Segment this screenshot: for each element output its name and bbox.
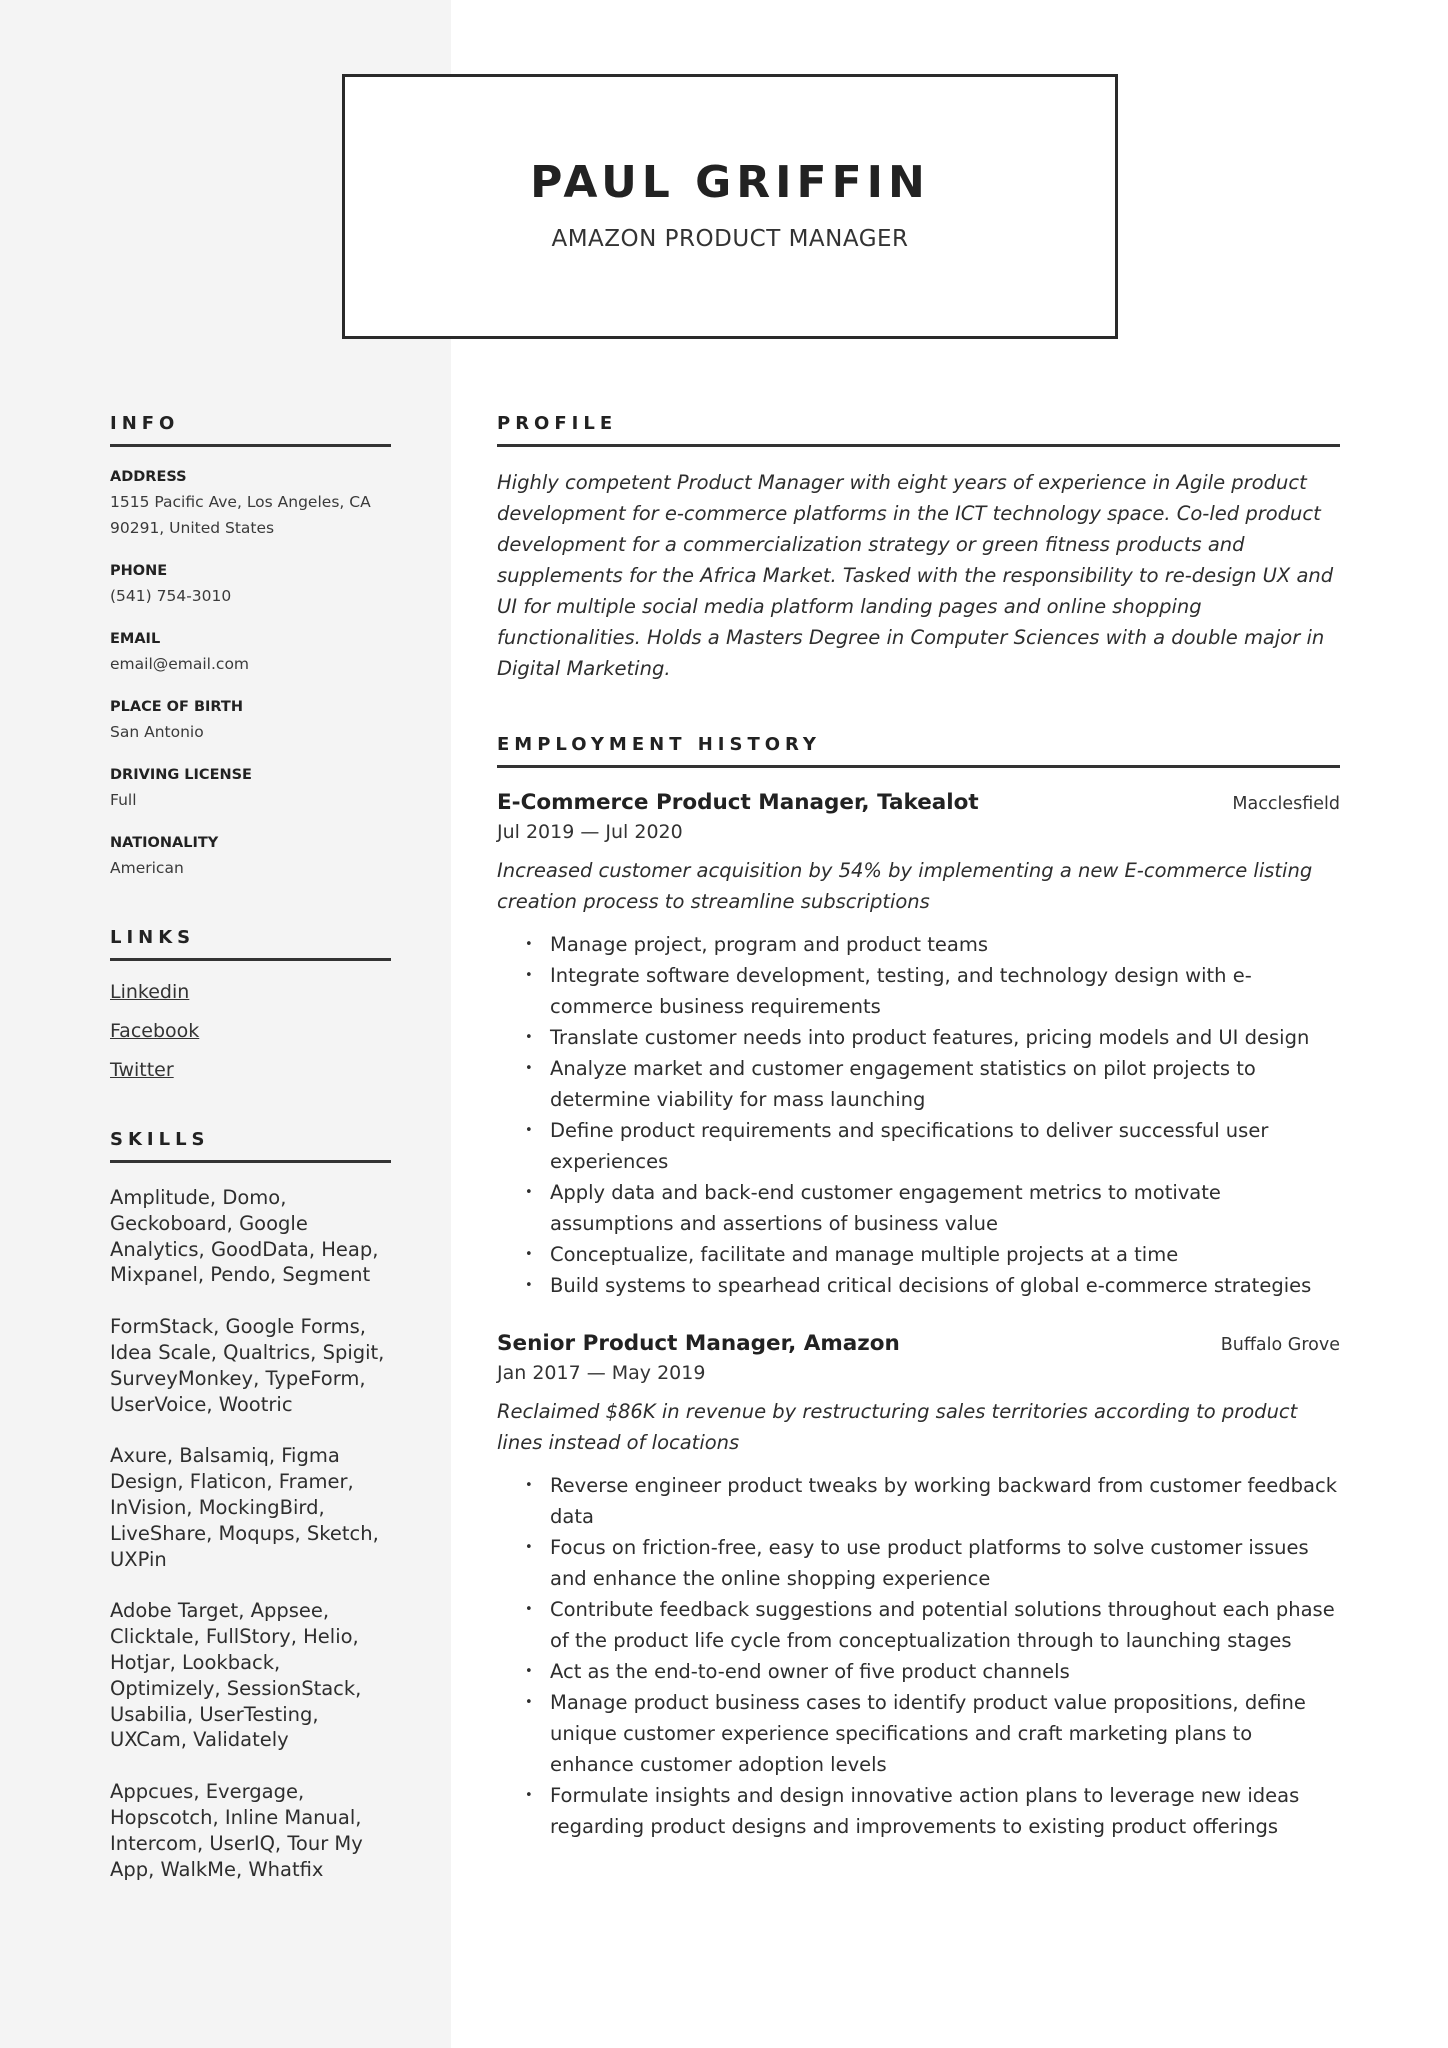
candidate-name: PAUL GRIFFIN xyxy=(530,157,930,208)
info-label: EMAIL xyxy=(110,631,161,647)
job-title: E-Commerce Product Manager, Takealot xyxy=(497,790,979,815)
bullet-item: • Manage project, program and product teams xyxy=(550,929,1340,960)
job-dates: Jan 2017 — May 2019 xyxy=(497,1362,706,1384)
job-dates: Jul 2019 — Jul 2020 xyxy=(497,821,683,843)
bullet-item: • Translate customer needs into product features, pricing models and UI design xyxy=(550,1022,1340,1053)
bullet-item: • Manage product business cases to identify product value propositions, define unique customer experience specifications and craft marketing plans to enhance customer adoption levels xyxy=(550,1687,1340,1780)
info-value: American xyxy=(110,859,184,877)
info-heading: INFO xyxy=(110,413,391,447)
employment-heading: EMPLOYMENT HISTORY xyxy=(497,734,1340,768)
bullet-item: • Reverse engineer product tweaks by working backward from customer feedback data xyxy=(550,1470,1340,1532)
bullet-item: • Apply data and back-end customer engagement metrics to motivate assumptions and assertions of business value xyxy=(550,1177,1340,1239)
link-linkedin[interactable]: Linkedin xyxy=(110,981,190,1003)
info-label: NATIONALITY xyxy=(110,835,219,851)
job-location: Buffalo Grove xyxy=(1220,1335,1340,1355)
links-list xyxy=(110,981,391,1081)
link-twitter[interactable]: Twitter xyxy=(110,1059,174,1081)
bullet-item: • Act as the end-to-end owner of five product channels xyxy=(550,1656,1340,1687)
skill-group: Appcues, Evergage, Hopscotch, Inline Manual, Intercom, UserIQ, Tour My App, WalkMe, Whatfix xyxy=(110,1780,363,1881)
skill-group: Amplitude, Domo, Geckoboard, Google Analytics, GoodData, Heap, Mixpanel, Pendo, Segment xyxy=(110,1186,379,1287)
bullet-item: • Conceptualize, facilitate and manage multiple projects at a time xyxy=(550,1239,1340,1270)
info-label: DRIVING LICENSE xyxy=(110,767,252,783)
job-bullets xyxy=(497,929,1340,1301)
job-header xyxy=(497,790,1340,815)
job-entry xyxy=(497,790,1340,1301)
bullet-item: • Contribute feedback suggestions and potential solutions throughout each phase of the product life cycle from conceptualization through to launching stages xyxy=(550,1594,1340,1656)
info-value: (541) 754-3010 xyxy=(110,587,232,605)
profile-heading: PROFILE xyxy=(497,413,1340,447)
info-value: email@email.com xyxy=(110,655,250,673)
job-role: AMAZON PRODUCT MANAGER xyxy=(551,226,909,252)
sidebar-content xyxy=(110,413,391,1908)
job-title: Senior Product Manager, Amazon xyxy=(497,1331,900,1356)
jobs-list xyxy=(497,790,1340,1842)
job-summary: Reclaimed $86K in revenue by restructuring sales territories according to product lines instead of locations xyxy=(497,1400,1298,1454)
info-value: San Antonio xyxy=(110,723,204,741)
info-label: PHONE xyxy=(110,563,168,579)
skills-heading: SKILLS xyxy=(110,1129,391,1163)
job-location: Macclesfield xyxy=(1232,794,1340,814)
info-value: 1515 Pacific Ave, Los Angeles, CA 90291, United States xyxy=(110,493,371,537)
skills-list xyxy=(110,1185,391,1882)
link-facebook[interactable]: Facebook xyxy=(110,1020,200,1042)
bullet-item: • Integrate software development, testing, and technology design with e-commerce business requirements xyxy=(550,960,1340,1022)
profile-text: Highly competent Product Manager with eight years of experience in Agile product development for e-commerce platforms in the ICT technology space. Co-led product development for a commercialization strategy or green fitness products and supplements for the Africa Market. Tasked with the responsibility to re-design UX and UI for multiple social media platform landing pages and online shopping functionalities. Holds a Masters Degree in Computer Sciences with a double major in Digital Marketing. xyxy=(497,471,1334,680)
main-content xyxy=(497,413,1340,1842)
job-summary: Increased customer acquisition by 54% by implementing a new E-commerce listing creation process to streamline subscriptions xyxy=(497,859,1313,913)
skill-group: Axure, Balsamiq, Figma Design, Flaticon, Framer, InVision, MockingBird, LiveShare, Moqups, Sketch, UXPin xyxy=(110,1444,379,1571)
info-value: Full xyxy=(110,791,137,809)
bullet-item: • Define product requirements and specifications to deliver successful user experiences xyxy=(550,1115,1340,1177)
bullet-item: • Formulate insights and design innovative action plans to leverage new ideas regarding product designs and improvements to existing product offerings xyxy=(550,1780,1340,1842)
bullet-item: • Analyze market and customer engagement statistics on pilot projects to determine viability for mass launching xyxy=(550,1053,1340,1115)
links-heading: LINKS xyxy=(110,927,391,961)
header-box xyxy=(342,74,1118,339)
skill-group: FormStack, Google Forms, Idea Scale, Qualtrics, Spigit, SurveyMonkey, TypeForm, UserVoice, Wootric xyxy=(110,1315,385,1416)
info-label: ADDRESS xyxy=(110,469,187,485)
bullet-item: • Focus on friction-free, easy to use product platforms to solve customer issues and enhance the online shopping experience xyxy=(550,1532,1340,1594)
job-bullets xyxy=(497,1470,1340,1842)
info-list xyxy=(110,469,391,881)
info-label: PLACE OF BIRTH xyxy=(110,699,243,715)
job-entry xyxy=(497,1331,1340,1842)
job-header xyxy=(497,1331,1340,1356)
skill-group: Adobe Target, Appsee, Clicktale, FullStory, Helio, Hotjar, Lookback, Optimizely, SessionStack, Usabilia, UserTesting, UXCam, Validately xyxy=(110,1599,362,1752)
bullet-item: • Build systems to spearhead critical decisions of global e-commerce strategies xyxy=(550,1270,1340,1301)
